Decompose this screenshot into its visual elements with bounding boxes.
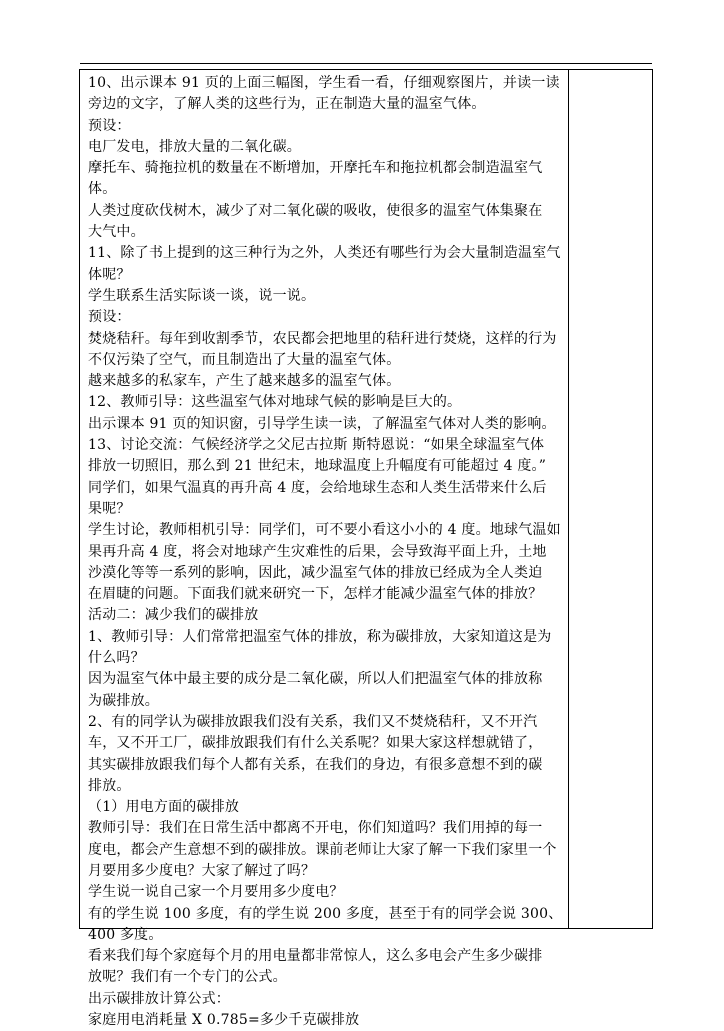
text-line: 度电，都会产生意想不到的碳排放。课前老师让大家了解一下我们家里一个	[88, 841, 557, 858]
text-line: 沙漠化等等一系列的影响，因此，减少温室气体的排放已经成为全人类迫	[88, 564, 543, 581]
text-line: 出示课本 91 页的知识窗，引导学生读一读，了解温室气体对人类的影响。	[88, 415, 556, 432]
text-line: （1）用电方面的碳排放	[88, 799, 240, 816]
text-line: 什么吗？	[88, 650, 145, 667]
column-divider	[568, 69, 569, 929]
text-line: 教师引导：我们在日常生活中都离不开电，你们知道吗？我们用掉的每一	[88, 820, 543, 837]
text-line: 旁边的文字，了解人类的这些行为，正在制造大量的温室气体。	[88, 96, 486, 113]
text-line: 1、教师引导：人们常常把温室气体的排放，称为碳排放，大家知道这是为	[88, 628, 552, 645]
text-line: 2、有的同学认为碳排放跟我们没有关系，我们又不焚烧秸秆，又不开汽	[88, 713, 538, 730]
text-line: 11、除了书上提到的这三种行为之外，人类还有哪些行为会大量制造温室气	[88, 245, 561, 262]
text-line: 家庭用电消耗量 X 0.785=多少千克碳排放	[88, 1012, 360, 1029]
text-line: 有的学生说 100 多度，有的学生说 200 多度，甚至于有的同学会说 300、	[88, 905, 563, 922]
text-line: 大气中。	[88, 224, 145, 241]
text-line: 摩托车、骑拖拉机的数量在不断增加，开摩托车和拖拉机都会制造温室气	[88, 160, 543, 177]
text-line: 车，又不开工厂，碳排放跟我们有什么关系呢？如果大家这样想就错了，	[88, 735, 543, 752]
text-line: 排放。	[88, 777, 131, 794]
text-line: 越来越多的私家车，产生了越来越多的温室气体。	[88, 373, 401, 390]
text-line: 12、教师引导：这些温室气体对地球气候的影响是巨大的。	[88, 394, 462, 411]
text-line: 同学们，如果气温真的再升高 4 度，会给地球生态和人类生活带来什么后	[88, 479, 547, 496]
text-line: 果呢？	[88, 500, 131, 517]
text-line: 看来我们每个家庭每个月的用电量都非常惊人，这么多电会产生多少碳排	[88, 948, 543, 965]
text-line: 出示碳排放计算公式：	[88, 990, 230, 1007]
text-line: 人类过度砍伐树木，减少了对二氧化碳的吸收，使很多的温室气体集聚在	[88, 202, 543, 219]
text-line: 不仅污染了空气，而且制造出了大量的温室气体。	[88, 351, 401, 368]
text-line: 学生讨论，教师相机引导：同学们，可不要小看这小小的 4 度。地球气温如	[88, 522, 561, 539]
text-line: 预设：	[88, 117, 131, 134]
text-line: 电厂发电，排放大量的二氧化碳。	[88, 138, 301, 155]
text-line: 在眉睫的问题。下面我们就来研究一下，怎样才能减少温室气体的排放？	[88, 586, 543, 603]
text-line: 月要用多少度电？大家了解过了吗？	[88, 862, 316, 879]
text-line: 体。	[88, 181, 117, 198]
text-line: 焚烧秸秆。每年到收割季节，农民都会把地里的秸秆进行焚烧，这样的行为	[88, 330, 557, 347]
text-line: 13、讨论交流：气候经济学之父尼古拉斯 斯特恩说：“如果全球温室气体	[88, 437, 545, 454]
text-line: 排放一切照旧，那么到 21 世纪末，地球温度上升幅度有可能超过 4 度。”	[88, 458, 547, 475]
text-line: 体呢？	[88, 266, 131, 283]
text-line: 放呢？我们有一个专门的公式。	[88, 969, 287, 986]
text-line: 400 多度。	[88, 926, 163, 943]
text-line: 活动二：减少我们的碳排放	[88, 607, 259, 624]
text-line: 为碳排放。	[88, 692, 159, 709]
lesson-content	[88, 73, 562, 1031]
text-line: 果再升高 4 度，将会对地球产生灾难性的后果，会导致海平面上升，土地	[88, 543, 547, 560]
text-line: 预设：	[88, 309, 131, 326]
text-line: 因为温室气体中最主要的成分是二氧化碳，所以人们把温室气体的排放称	[88, 671, 543, 688]
header-rule	[80, 63, 652, 64]
text-line: 学生说一说自己家一个月要用多少度电？	[88, 884, 344, 901]
text-line: 其实碳排放跟我们每个人都有关系，在我们的身边，有很多意想不到的碳	[88, 756, 543, 773]
text-line: 10、出示课本 91 页的上面三幅图，学生看一看，仔细观察图片，并读一读	[88, 75, 560, 91]
text-line: 学生联系生活实际谈一谈，说一说。	[88, 287, 316, 304]
